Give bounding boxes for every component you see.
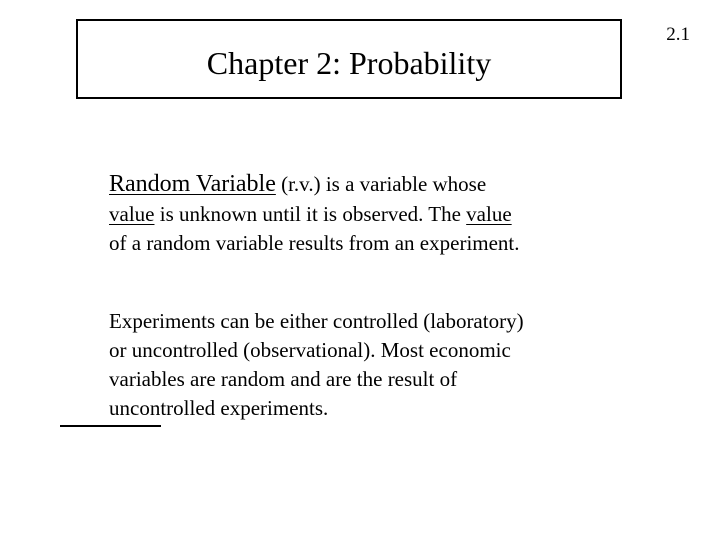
definition-line-2	[109, 200, 609, 229]
experiments-paragraph	[109, 307, 609, 423]
title-box	[76, 19, 622, 99]
defined-term: Random Variable	[109, 171, 276, 197]
slide-title: Chapter 2: Probability	[206, 45, 492, 81]
footer-rule	[60, 425, 161, 427]
slide-number: 2.1	[666, 24, 690, 45]
value-term-2: value	[466, 202, 512, 226]
experiments-line-1: Experiments can be either controlled (laboratory)	[109, 309, 524, 333]
experiments-line-2: or uncontrolled (observational). Most economic	[109, 338, 511, 362]
experiments-line-3: variables are random and are the result of	[109, 367, 458, 391]
definition-line-2-rest: is unknown until it is observed. The	[154, 202, 467, 226]
definition-line-3: of a random variable results from an experiment.	[109, 231, 520, 255]
value-term-1: value	[109, 202, 155, 226]
definition-paragraph	[109, 168, 609, 258]
experiments-line-4: uncontrolled experiments.	[109, 396, 329, 420]
definition-abbrev: (r.v.) is a variable whose	[275, 172, 487, 196]
definition-line-1	[109, 168, 609, 200]
